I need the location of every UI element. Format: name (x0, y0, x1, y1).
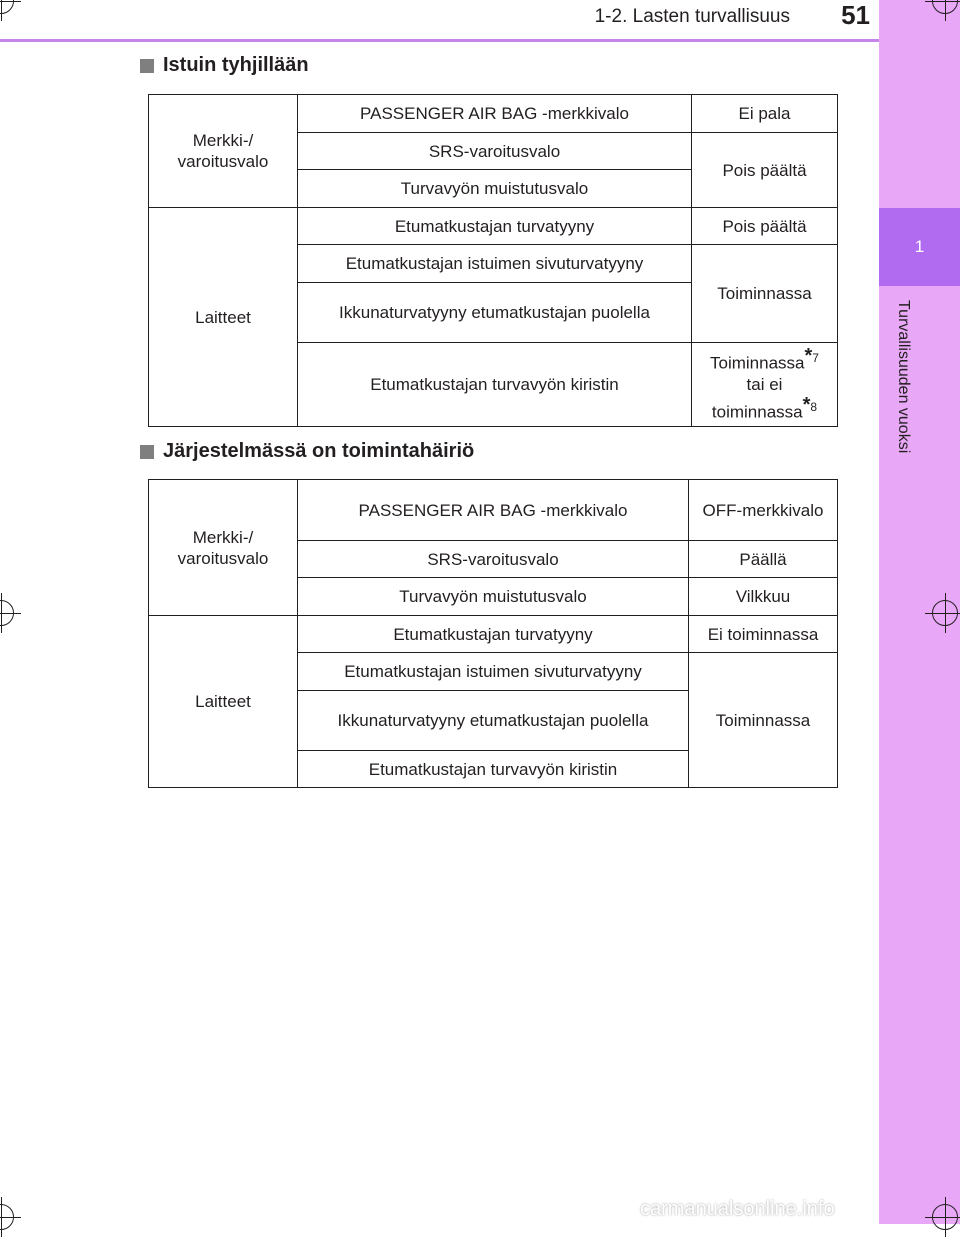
cell-srs: SRS-varoitusvalo (298, 133, 692, 170)
bullet-square-icon (140, 59, 154, 73)
cell-front-airbag: Etumatkustajan turvatyyny (298, 616, 689, 653)
chapter-number-box[interactable] (879, 208, 960, 286)
cell-passenger-airbag-value: Ei pala (692, 95, 838, 133)
cell-devices-shared-value: Toiminnassa (692, 245, 838, 343)
cell-pretensioner: Etumatkustajan turvavyön kiristin (298, 751, 689, 788)
page-number: 51 (841, 0, 870, 30)
registration-mark-icon (0, 600, 14, 626)
registration-mark-icon (0, 1204, 14, 1230)
cell-passenger-airbag: PASSENGER AIR BAG -merkkivalo (298, 480, 689, 541)
pretensioner-value-or: tai ei (746, 375, 783, 394)
cell-seatbelt-reminder: Turvavyön muistutusvalo (298, 578, 689, 616)
watermark: carmanualsonline.info (640, 1198, 835, 1220)
section-heading-text: Istuin tyhjillään (163, 54, 309, 76)
asterisk-icon: * (802, 394, 811, 416)
pretensioner-value-inactive: toiminnassa (711, 402, 803, 422)
pretensioner-value-active: Toiminnassa (710, 354, 805, 373)
footnote-ref (804, 345, 819, 368)
cell-pretensioner: Etumatkustajan turvavyön kiristin (298, 343, 692, 427)
cell-pretensioner-value (692, 343, 838, 427)
cell-front-airbag-value: Ei toiminnassa (689, 616, 838, 653)
table-row (149, 95, 838, 133)
cell-passenger-airbag: PASSENGER AIR BAG -merkkivalo (298, 95, 692, 133)
footnote-ref (802, 394, 818, 416)
status-table-empty-seat (148, 94, 838, 427)
cell-curtain-airbag: Ikkunaturvatyyny etumatkustajan puolella (298, 691, 689, 751)
cell-indicator-shared-value: Pois päältä (692, 133, 838, 208)
footnote-number: 8 (810, 400, 818, 414)
asterisk-icon: * (804, 345, 813, 368)
section-title: 1-2. Lasten turvallisuus (594, 6, 790, 27)
cell-passenger-airbag-value: OFF-merkkivalo (689, 480, 838, 541)
registration-mark-icon (932, 600, 958, 626)
cell-front-airbag-value: Pois päältä (692, 208, 838, 245)
cell-curtain-airbag: Ikkunaturvatyyny etumatkustajan puolella (298, 283, 692, 343)
cell-seatbelt-reminder: Turvavyön muistutusvalo (298, 170, 692, 208)
cell-srs: SRS-varoitusvalo (298, 541, 689, 578)
row-group-indicator: Merkki-/ varoitusvalo (149, 480, 298, 616)
cell-front-airbag: Etumatkustajan turvatyyny (298, 208, 692, 245)
cell-srs-value: Päällä (689, 541, 838, 578)
section-heading-malfunction (140, 440, 474, 463)
registration-mark-icon (932, 1204, 958, 1230)
cell-side-airbag: Etumatkustajan istuimen sivuturvatyyny (298, 653, 689, 691)
chapter-number: 1 (914, 237, 925, 256)
header-rule (0, 39, 879, 42)
registration-mark-icon (0, 0, 14, 14)
table-row (149, 480, 838, 541)
cell-seatbelt-reminder-value: Vilkkuu (689, 578, 838, 616)
bullet-square-icon (140, 445, 154, 459)
cell-devices-shared-value: Toiminnassa (689, 653, 838, 788)
row-group-devices: Laitteet (149, 616, 298, 788)
table-row (149, 208, 838, 245)
section-heading-empty-seat (140, 54, 309, 77)
table-row (149, 616, 838, 653)
cell-side-airbag: Etumatkustajan istuimen sivuturvatyyny (298, 245, 692, 283)
footnote-number: 7 (812, 351, 819, 366)
status-table-malfunction (148, 479, 838, 788)
section-heading-text: Järjestelmässä on toimintahäiriö (163, 440, 475, 462)
row-group-devices: Laitteet (149, 208, 298, 427)
row-group-indicator: Merkki-/ varoitusvalo (149, 95, 298, 208)
chapter-title: Turvallisuuden vuoksi (895, 300, 912, 454)
